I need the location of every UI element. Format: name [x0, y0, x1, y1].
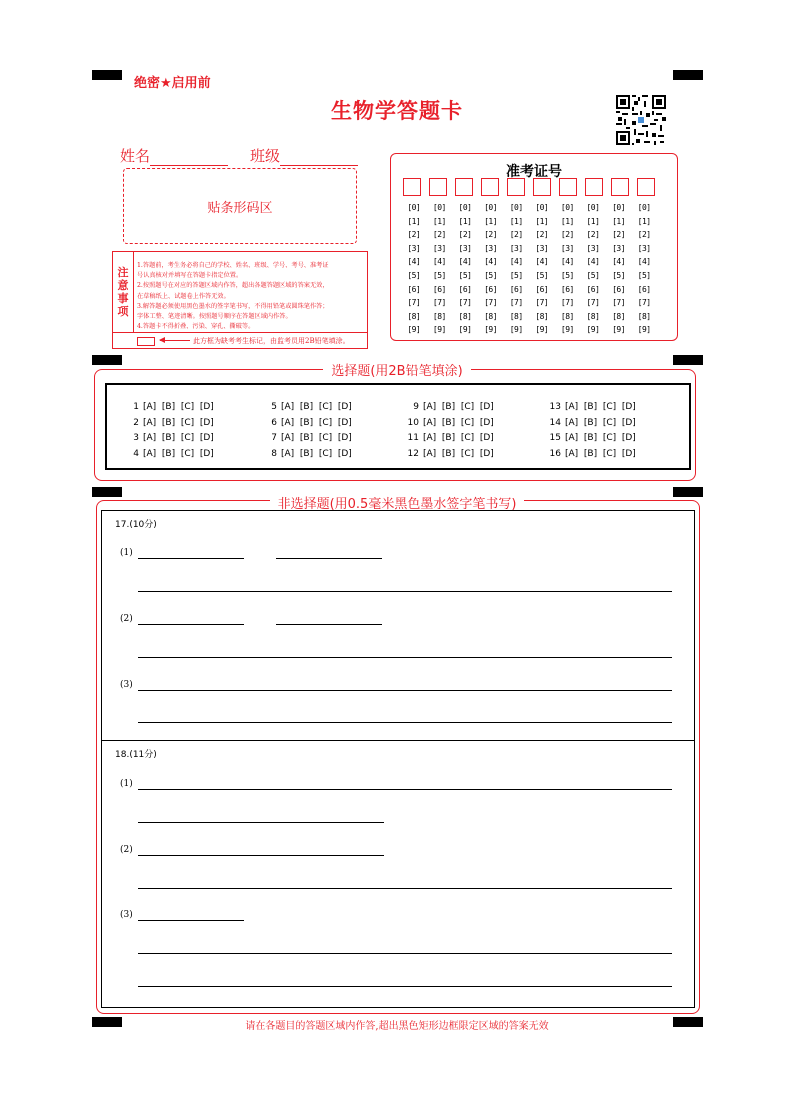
exam-digit-option[interactable]: [2]	[612, 230, 626, 240]
answer-line[interactable]	[138, 789, 672, 790]
exam-digit-option[interactable]: [4]	[407, 257, 421, 267]
choice-column	[263, 400, 352, 462]
absent-mark-row	[113, 332, 367, 350]
exam-digit-option[interactable]: [2]	[407, 230, 421, 240]
choice-row[interactable]: 15 [A] [B] [C] [D]	[549, 433, 636, 443]
notice-line: 在草稿纸上、试题卷上作答无效。	[137, 292, 230, 300]
exam-digit-option[interactable]: [5]	[509, 270, 523, 280]
exam-digit-option[interactable]: [8]	[586, 311, 600, 321]
exam-digit-option[interactable]: [9]	[484, 325, 498, 335]
exam-digit-option[interactable]: [6]	[509, 284, 523, 294]
footer-note: 请在各题目的答题区域内作答,超出黑色矩形边框限定区域的答案无效	[245, 1021, 549, 1032]
exam-digit-option[interactable]: [5]	[535, 270, 549, 280]
exam-digit-option[interactable]: [0]	[407, 203, 421, 212]
exam-digit-box[interactable]	[507, 178, 525, 196]
exam-digit-option[interactable]: [0]	[535, 203, 549, 212]
exam-digit-option[interactable]: [5]	[637, 270, 651, 280]
answer-line[interactable]	[138, 558, 244, 559]
exam-digit-box[interactable]	[481, 178, 499, 196]
exam-digit-column	[405, 201, 423, 337]
exam-digit-box[interactable]	[533, 178, 551, 196]
exam-digit-option[interactable]: [7]	[637, 298, 651, 308]
exam-digit-option[interactable]: [9]	[432, 325, 446, 335]
exam-digit-option[interactable]: [2]	[535, 230, 549, 240]
choice-row[interactable]: 4 [A] [B] [C] [D]	[133, 448, 214, 459]
part-label: (3)	[120, 680, 133, 690]
answer-line[interactable]	[138, 657, 672, 658]
choice-column	[405, 400, 494, 462]
answer-line[interactable]	[138, 822, 384, 823]
exam-digit-option[interactable]: [3]	[407, 243, 421, 253]
exam-digit-option[interactable]: [9]	[458, 325, 472, 335]
exam-digit-option[interactable]: [3]	[432, 243, 446, 253]
choice-row[interactable]: 11 [A] [B] [C] [D]	[407, 433, 494, 443]
exam-digit-option[interactable]: [4]	[458, 257, 472, 267]
choice-row[interactable]: 5 [A] [B] [C] [D]	[271, 402, 352, 412]
choice-row[interactable]: 14 [A] [B] [C] [D]	[549, 417, 636, 428]
notice-line: 3.解答题必须使用黑色墨水的签字笔书写，不得用铅笔或圆珠笔作答；	[137, 302, 329, 310]
exam-digit-option[interactable]: [8]	[407, 311, 421, 321]
exam-digit-columns	[405, 201, 653, 337]
exam-digit-option[interactable]: [3]	[586, 243, 600, 253]
absent-note: 此方框为缺考考生标记，由监考员用2B铅笔填涂。	[193, 337, 350, 345]
exam-digit-option[interactable]: [7]	[586, 298, 600, 308]
exam-digit-option[interactable]: [6]	[484, 284, 498, 294]
exam-digit-option[interactable]: [4]	[535, 257, 549, 267]
exam-digit-option[interactable]: [8]	[484, 311, 498, 321]
choice-column	[547, 400, 636, 462]
exam-digit-box[interactable]	[559, 178, 577, 196]
exam-digit-option[interactable]: [4]	[509, 257, 523, 267]
answer-line[interactable]	[276, 558, 382, 559]
choice-row[interactable]: 12 [A] [B] [C] [D]	[407, 448, 494, 459]
exam-digit-option[interactable]: [0]	[637, 203, 651, 212]
exam-digit-option[interactable]: [4]	[612, 257, 626, 267]
answer-line[interactable]	[138, 888, 672, 889]
exam-digit-option[interactable]: [8]	[560, 311, 574, 321]
answer-line[interactable]	[138, 855, 384, 856]
exam-digit-option[interactable]: [7]	[432, 298, 446, 308]
exam-digit-box[interactable]	[611, 178, 629, 196]
exam-digit-column	[507, 201, 525, 337]
name-label: 姓名	[120, 147, 151, 165]
answer-line[interactable]	[138, 953, 672, 954]
exam-digit-option[interactable]: [9]	[407, 325, 421, 335]
choice-row[interactable]: 8 [A] [B] [C] [D]	[271, 448, 352, 459]
exam-digit-option[interactable]: [1]	[509, 216, 523, 226]
exam-digit-option[interactable]: [7]	[458, 298, 472, 308]
exam-digit-option[interactable]: [1]	[407, 216, 421, 226]
exam-digit-option[interactable]: [8]	[458, 311, 472, 321]
exam-digit-option[interactable]: [4]	[637, 257, 651, 267]
exam-digit-option[interactable]: [1]	[586, 216, 600, 226]
exam-digit-option[interactable]: [1]	[560, 216, 574, 226]
exam-digit-option[interactable]: [8]	[509, 311, 523, 321]
exam-digit-option[interactable]: [3]	[509, 243, 523, 253]
exam-digit-box[interactable]	[403, 178, 421, 196]
exam-digit-option[interactable]: [8]	[637, 311, 651, 321]
exam-digit-option[interactable]: [6]	[535, 284, 549, 294]
exam-digit-option[interactable]: [0]	[484, 203, 498, 212]
exam-digit-option[interactable]: [1]	[432, 216, 446, 226]
notice-line: 字体工整、笔迹清晰。按照题号顺序在答题区域内作答。	[137, 313, 292, 321]
exam-digit-option[interactable]: [9]	[586, 325, 600, 335]
registration-mark	[92, 70, 122, 80]
exam-digit-option[interactable]: [3]	[484, 243, 498, 253]
question-divider	[101, 740, 695, 741]
exam-digit-option[interactable]: [2]	[560, 230, 574, 240]
exam-digit-option[interactable]: [2]	[637, 230, 651, 240]
exam-digit-option[interactable]: [1]	[458, 216, 472, 226]
exam-digit-option[interactable]: [3]	[612, 243, 626, 253]
confidential-label: 绝密★启用前	[134, 76, 211, 91]
choice-row[interactable]: 10 [A] [B] [C] [D]	[407, 417, 494, 428]
exam-digit-option[interactable]: [5]	[560, 270, 574, 280]
exam-digit-column	[456, 201, 474, 337]
exam-digit-option[interactable]: [9]	[612, 325, 626, 335]
choice-answer-grid	[105, 383, 691, 470]
exam-digit-option[interactable]: [4]	[586, 257, 600, 267]
exam-digit-option[interactable]: [4]	[484, 257, 498, 267]
exam-number-title: 准考证号	[506, 164, 562, 180]
answer-line[interactable]	[138, 722, 672, 723]
exam-digit-option[interactable]: [8]	[612, 311, 626, 321]
choice-row[interactable]: 13 [A] [B] [C] [D]	[549, 402, 636, 412]
exam-digit-column	[610, 201, 628, 337]
exam-digit-column	[584, 201, 602, 337]
answer-line[interactable]	[276, 624, 382, 625]
exam-digit-option[interactable]: [4]	[432, 257, 446, 267]
exam-digit-option[interactable]: [6]	[458, 284, 472, 294]
exam-digit-option[interactable]: [6]	[637, 284, 651, 294]
exam-digit-option[interactable]: [1]	[637, 216, 651, 226]
exam-digit-option[interactable]: [7]	[509, 298, 523, 308]
exam-digit-option[interactable]: [3]	[458, 243, 472, 253]
exam-digit-option[interactable]: [0]	[560, 203, 574, 212]
exam-digit-option[interactable]: [5]	[586, 270, 600, 280]
exam-digit-option[interactable]: [7]	[612, 298, 626, 308]
part-label: (2)	[120, 614, 133, 624]
choice-section-title: 选择题(用2B铅笔填涂)	[0, 360, 794, 379]
exam-digit-box[interactable]	[429, 178, 447, 196]
arrow-left-icon	[160, 340, 190, 341]
barcode-area: 贴条形码区	[123, 168, 357, 244]
exam-digit-option[interactable]: [6]	[586, 284, 600, 294]
exam-digit-column	[533, 201, 551, 337]
exam-digit-column	[431, 201, 449, 337]
exam-digit-option[interactable]: [8]	[432, 311, 446, 321]
exam-digit-option[interactable]: [5]	[407, 270, 421, 280]
class-field[interactable]	[250, 145, 358, 166]
class-underline	[280, 151, 358, 166]
answer-line[interactable]	[138, 591, 672, 592]
exam-digit-option[interactable]: [9]	[509, 325, 523, 335]
exam-digit-option[interactable]: [2]	[458, 230, 472, 240]
exam-digit-option[interactable]: [3]	[560, 243, 574, 253]
choice-row[interactable]: 1 [A] [B] [C] [D]	[133, 402, 214, 412]
choice-row[interactable]: 9 [A] [B] [C] [D]	[413, 402, 494, 412]
notice-box	[112, 251, 368, 349]
exam-digit-option[interactable]: [2]	[432, 230, 446, 240]
exam-digit-option[interactable]: [0]	[458, 203, 472, 212]
answer-line[interactable]	[138, 986, 672, 987]
exam-digit-option[interactable]: [3]	[535, 243, 549, 253]
exam-digit-option[interactable]: [9]	[637, 325, 651, 335]
exam-digit-option[interactable]: [1]	[612, 216, 626, 226]
question-18-label: 18.(11分)	[115, 750, 157, 760]
answer-section-title: 非选择题(用0.5毫米黑色墨水签字笔书写)	[0, 493, 794, 512]
notice-line: 号认真核对并填写在答题卡指定位置。	[137, 272, 243, 280]
question-17-label: 17.(10分)	[115, 520, 157, 530]
exam-digit-option[interactable]: [1]	[535, 216, 549, 226]
choice-row[interactable]: 3 [A] [B] [C] [D]	[133, 433, 214, 443]
exam-digit-option[interactable]: [5]	[484, 270, 498, 280]
part-label: (1)	[120, 548, 133, 558]
class-label: 班级	[250, 147, 281, 165]
name-field[interactable]	[120, 145, 228, 166]
exam-digit-option[interactable]: [0]	[612, 203, 626, 212]
exam-digit-option[interactable]: [1]	[484, 216, 498, 226]
answer-area	[101, 510, 695, 1008]
exam-digit-box[interactable]	[637, 178, 655, 196]
choice-row[interactable]: 6 [A] [B] [C] [D]	[271, 417, 352, 428]
exam-digit-option[interactable]: [6]	[612, 284, 626, 294]
choice-row[interactable]: 16 [A] [B] [C] [D]	[549, 448, 636, 459]
part-label: (3)	[120, 910, 133, 920]
exam-digit-option[interactable]: [9]	[535, 325, 549, 335]
part-label: (1)	[120, 779, 133, 789]
exam-digit-option[interactable]: [3]	[637, 243, 651, 253]
exam-digit-box[interactable]	[585, 178, 603, 196]
exam-digit-option[interactable]: [7]	[484, 298, 498, 308]
exam-digit-option[interactable]: [2]	[586, 230, 600, 240]
choice-row[interactable]: 7 [A] [B] [C] [D]	[271, 433, 352, 443]
qr-code-icon	[616, 95, 666, 145]
exam-digit-option[interactable]: [9]	[560, 325, 574, 335]
notice-items	[137, 261, 365, 332]
exam-digit-option[interactable]: [7]	[407, 298, 421, 308]
exam-digit-option[interactable]: [6]	[407, 284, 421, 294]
name-underline	[150, 151, 228, 166]
exam-digit-option[interactable]: [0]	[586, 203, 600, 212]
answer-line[interactable]	[138, 624, 244, 625]
answer-line[interactable]	[138, 920, 244, 921]
exam-digit-option[interactable]: [5]	[432, 270, 446, 280]
notice-heading: 注 意 事 项	[113, 252, 134, 332]
notice-line: 1.答题前，考生务必将自己的学校、姓名、班级、学号、考号、准考证	[137, 262, 329, 269]
exam-digit-option[interactable]: [7]	[560, 298, 574, 308]
exam-digit-option[interactable]: [4]	[560, 257, 574, 267]
exam-digit-option[interactable]: [8]	[535, 311, 549, 321]
exam-digit-option[interactable]: [0]	[509, 203, 523, 212]
exam-digit-option[interactable]: [6]	[432, 284, 446, 294]
page-title: 生物学答题卡	[331, 99, 463, 123]
part-label: (2)	[120, 845, 133, 855]
notice-line: 2.按照题号在对应的答题区域内作答，超出各题答题区域的答案无效，	[137, 282, 329, 290]
exam-digit-option[interactable]: [5]	[612, 270, 626, 280]
exam-digit-option[interactable]: [7]	[535, 298, 549, 308]
exam-number-panel	[390, 153, 678, 341]
choice-row[interactable]: 2 [A] [B] [C] [D]	[133, 417, 214, 428]
exam-digit-box[interactable]	[455, 178, 473, 196]
registration-mark	[673, 70, 703, 80]
exam-digit-column	[482, 201, 500, 337]
exam-digit-option[interactable]: [5]	[458, 270, 472, 280]
exam-digit-column	[635, 201, 653, 337]
exam-digit-option[interactable]: [2]	[484, 230, 498, 240]
exam-digit-option[interactable]: [6]	[560, 284, 574, 294]
exam-number-boxes	[403, 178, 655, 196]
exam-digit-option[interactable]: [2]	[509, 230, 523, 240]
choice-column	[125, 400, 214, 462]
notice-line: 4.答题卡不得折叠、污染、穿孔、撕破等。	[137, 323, 255, 331]
answer-line[interactable]	[138, 690, 672, 691]
exam-digit-option[interactable]: [0]	[432, 203, 446, 212]
exam-digit-column	[559, 201, 577, 337]
absent-checkbox[interactable]	[137, 337, 155, 346]
